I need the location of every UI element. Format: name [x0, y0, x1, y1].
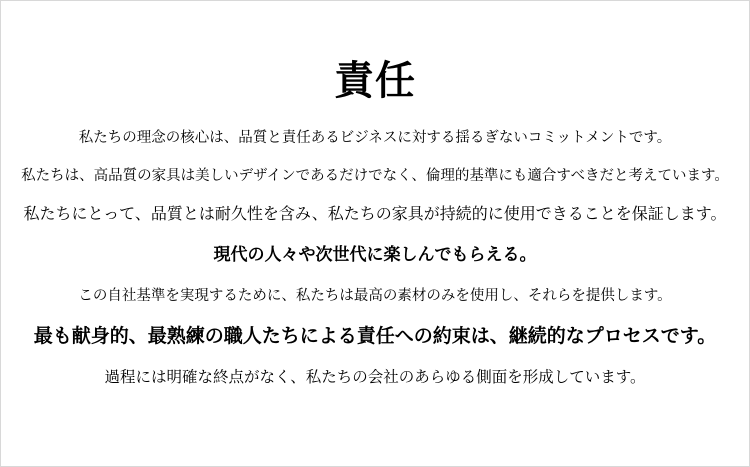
paragraph-2: 私たちは、高品質の家具は美しいデザインであるだけでなく、倫理的基準にも適合すべきだと考えています。 — [21, 167, 729, 184]
paragraph-7: 過程には明確な終点がなく、私たちの会社のあらゆる側面を形成しています。 — [104, 368, 646, 386]
paragraph-6: 最も献身的、最熟練の職人たちによる責任への約束は、継続的なプロセスです。 — [33, 326, 717, 348]
paragraph-4: 現代の人々や次世代に楽しんでもらえる。 — [213, 244, 537, 264]
paragraph-1: 私たちの理念の核心は、品質と責任あるビジネスに対する揺るぎないコミットメントです。 — [78, 130, 672, 146]
paragraph-3: 私たちにとって、品質とは耐久性を含み、私たちの家具が持続的に使用できることを保証します。 — [23, 206, 727, 224]
document-content — [1, 59, 749, 407]
paragraph-5: この自社基準を実現するために、私たちは最高の素材のみを使用し、それらを提供します。 — [78, 287, 672, 304]
page-title: 責任 — [334, 59, 416, 103]
